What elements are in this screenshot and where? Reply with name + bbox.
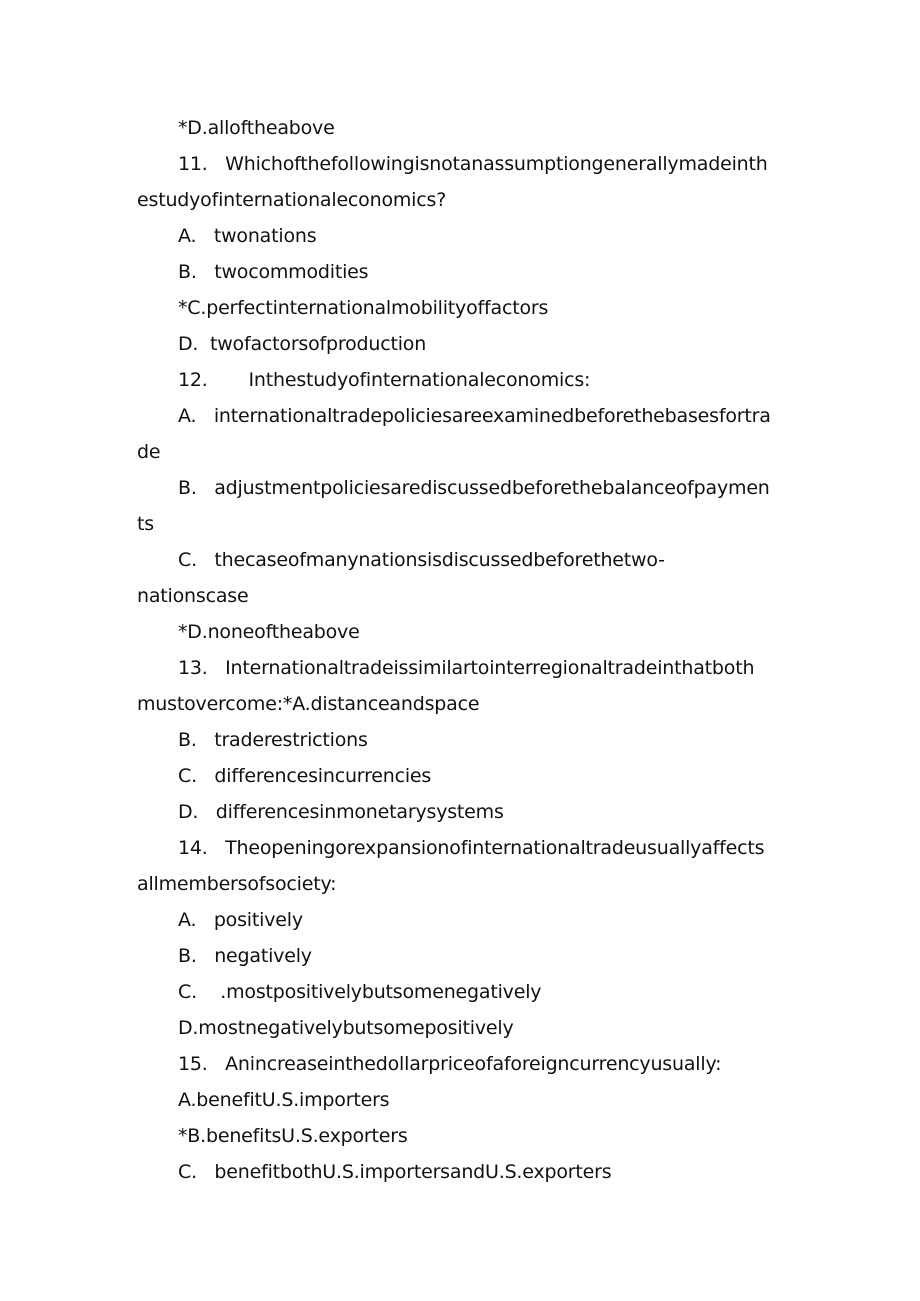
question-12-option-a: A. internationaltradepoliciesareexaminedbeforethebasesfortra xyxy=(178,405,771,427)
question-15-text: 15. Anincreaseinthedollarpriceofaforeigncurrencyusually: xyxy=(178,1053,722,1075)
question-14-option-a: A. positively xyxy=(178,909,303,931)
question-13-option-d: D. differencesinmonetarysystems xyxy=(178,801,504,823)
question-11-option-a: A. twonations xyxy=(178,225,317,247)
question-15-option-a: A.benefitU.S.importers xyxy=(178,1089,390,1111)
question-15-option-c: C. benefitbothU.S.importersandU.S.exporters xyxy=(178,1161,612,1183)
question-11-text: 11. Whichofthefollowingisnotanassumptiongenerallymadeinth xyxy=(178,153,768,175)
question-13-option-c: C. differencesincurrencies xyxy=(178,765,432,787)
question-12-option-a-continued: de xyxy=(137,441,161,463)
question-14-option-c: C. .mostpositivelybutsomenegatively xyxy=(178,981,542,1003)
question-13-text-continued: mustovercome:*A.distanceandspace xyxy=(137,693,480,715)
question-15-option-b-correct: *B.benefitsU.S.exporters xyxy=(178,1125,408,1147)
question-13-option-b: B. traderestrictions xyxy=(178,729,368,751)
question-12-option-d-correct: *D.noneoftheabove xyxy=(178,621,360,643)
question-14-option-b: B. negatively xyxy=(178,945,312,967)
question-11-option-c-correct: *C.perfectinternationalmobilityoffactors xyxy=(178,297,549,319)
question-14-option-d: D.mostnegativelybutsomepositively xyxy=(178,1017,514,1039)
answer-10-d-correct: *D.alloftheabove xyxy=(178,117,335,139)
question-12-text: 12. Inthestudyofinternationaleconomics: xyxy=(178,369,591,391)
question-12-option-c-continued: nationscase xyxy=(137,585,249,607)
question-12-option-c: C. thecaseofmanynationsisdiscussedbeforethetwo- xyxy=(178,549,665,571)
question-11-text-continued: estudyofinternationaleconomics? xyxy=(137,189,447,211)
question-13-text: 13. Internationaltradeissimilartointerregionaltradeinthatboth xyxy=(178,657,755,679)
question-11-option-d: D. twofactorsofproduction xyxy=(178,333,427,355)
question-14-text-continued: allmembersofsociety: xyxy=(137,873,337,895)
question-14-text: 14. Theopeningorexpansionofinternationaltradeusuallyaffects xyxy=(178,837,765,859)
question-12-option-b: B. adjustmentpoliciesarediscussedbeforethebalanceofpaymen xyxy=(178,477,770,499)
question-12-option-b-continued: ts xyxy=(137,513,154,535)
question-11-option-b: B. twocommodities xyxy=(178,261,369,283)
